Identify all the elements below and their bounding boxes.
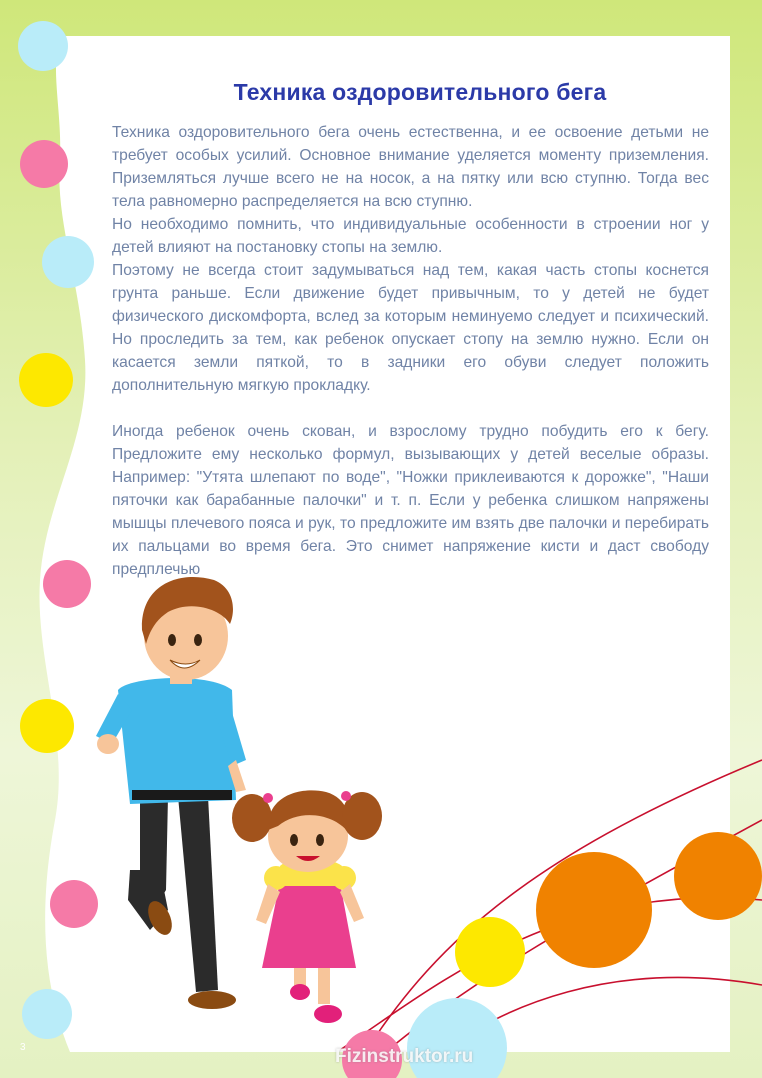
paragraph-2: Но необходимо помнить, что индивидуальные особенности в строении ног у детей влияют на постановку стопы на землю. bbox=[112, 216, 709, 256]
article-body bbox=[112, 121, 709, 581]
page-title: Техника оздоровительного бега bbox=[233, 79, 607, 106]
paragraph-1: Техника оздоровительного бега очень естественна, и ее освоение детьми не требует особых усилий. Основное внимание уделяется моменту приземления. Приземляться лучше всего не на носок, а на пятку или всю ступню. Тогда вес тела равномерно распределяется на всю ступню. bbox=[112, 124, 709, 210]
paragraph-4: Иногда ребенок очень скован, и взрослому трудно побудить его к бегу. Предложите ему несколько формул, вызывающих у детей веселые образы. Например: "Утята шлепают по воде", "Ножки приклеиваются к дорожке", "Наши пяточки как барабанные палочки" и т. п. Если у ребенка слишком напряжены мышцы плечевого пояса и рук, то предложите им взять две палочки и перебирать их пальцами во время бега. Это снимет напряжение кисти и даст свободу предплечью bbox=[112, 423, 709, 578]
paragraph-3: Поэтому не всегда стоит задумываться над тем, какая часть стопы коснется грунта раньше. Если движение будет привычным, то у детей не будет физического дискомфорта, вслед за которым неминуемо следует и психический. Но проследить за тем, как ребенок опускает стопу на землю нужно. Если он касается земли пяткой, то в задники его обуви следует положить дополнительную мягкую прокладку. bbox=[112, 262, 709, 394]
page-number: 3 bbox=[20, 1042, 26, 1053]
site-watermark: Fizinstruktor.ru bbox=[335, 1046, 474, 1067]
